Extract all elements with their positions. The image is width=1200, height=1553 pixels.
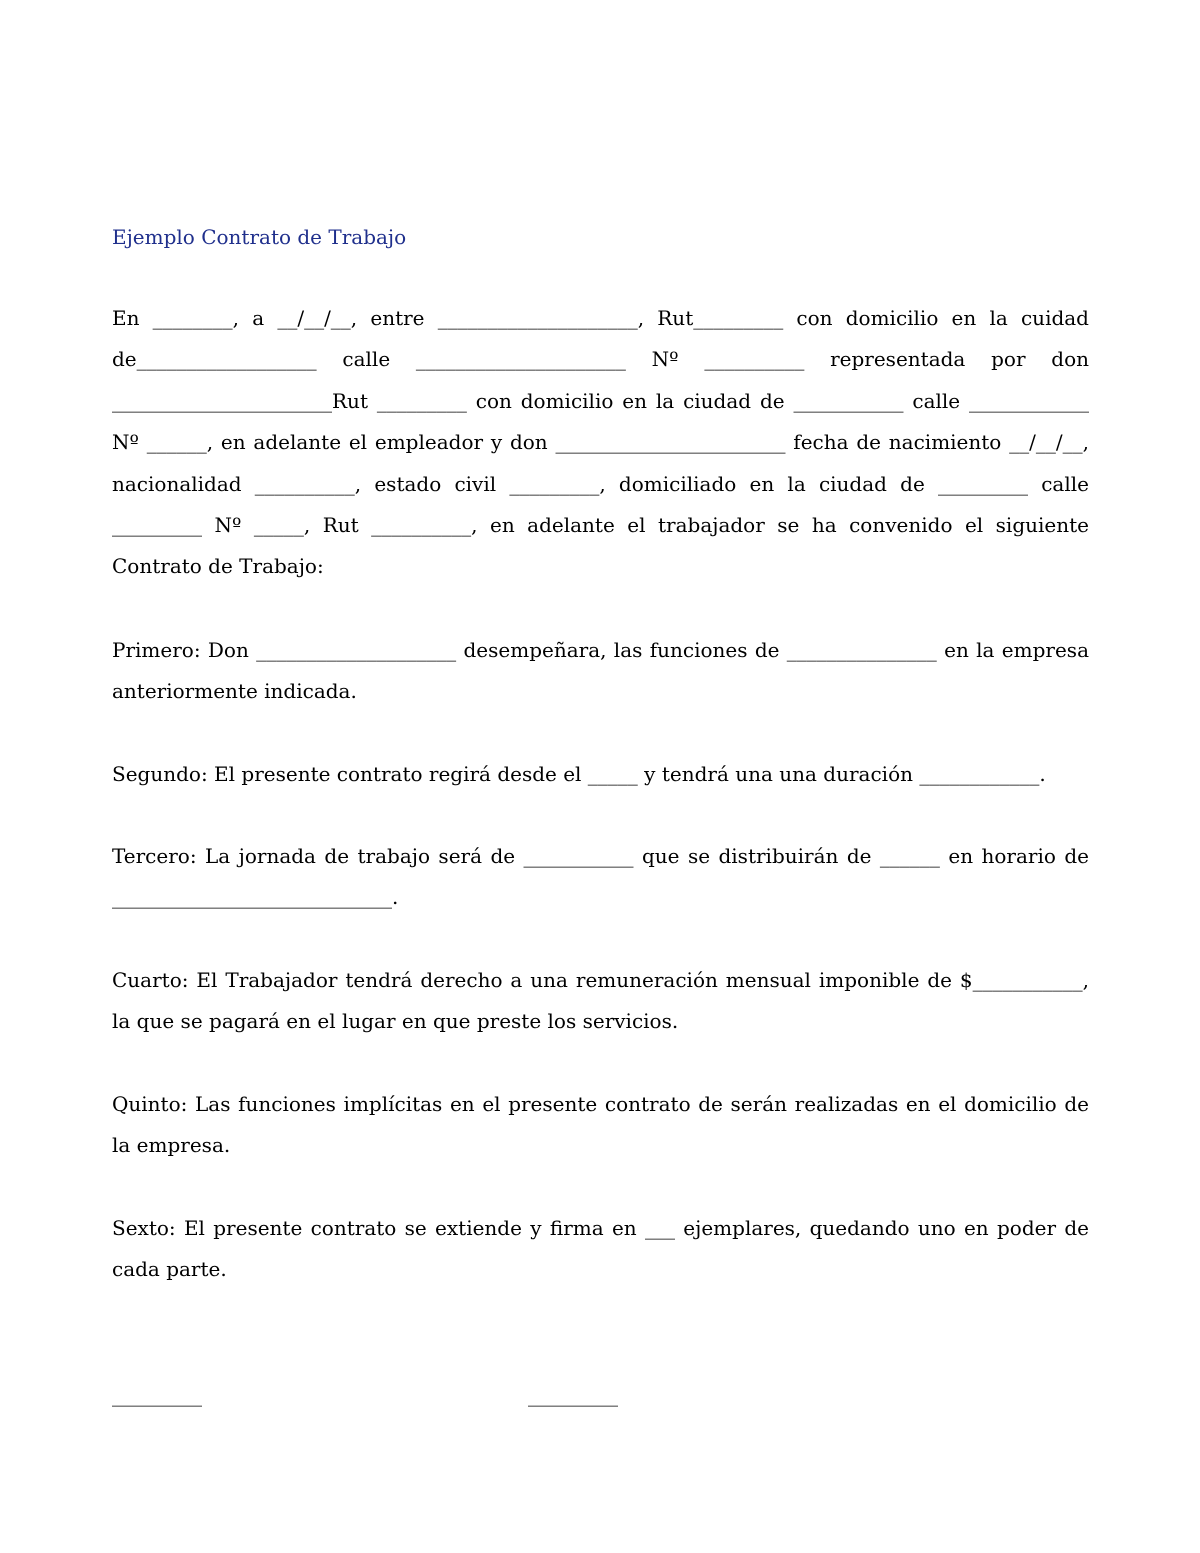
clause-cuarto: Cuarto: El Trabajador tendrá derecho a una remuneración mensual imponible de $___________, la que se pagará en el lugar en que preste los servicios.: [112, 968, 1089, 1034]
clause-sexto: Sexto: El presente contrato se extiende y firma en ___ ejemplares, quedando uno en poder de cada parte.: [112, 1216, 1089, 1282]
clause-segundo: Segundo: El presente contrato regirá desde el _____ y tendrá una una duración ____________.: [112, 762, 1046, 786]
document-title: Ejemplo Contrato de Trabajo: [112, 225, 407, 249]
signature-line-right: _________: [528, 1383, 618, 1407]
paragraph-intro: En ________, a __/__/__, entre ____________________, Rut_________ con domicilio en la cuidad de__________________ calle _____________________ Nº __________ representada por don ______________________Rut _________ con domicilio en la ciudad de ___________ calle ____________ Nº ______, en adelante el empleador y don _______________________ fecha de nacimiento __/__/__, nacionalidad __________, estado civil _________, domiciliado en la ciudad de _________ calle _________ Nº _____, Rut __________, en adelante el trabajador se ha convenido el siguiente Contrato de Trabajo:: [112, 306, 1089, 579]
clause-quinto: Quinto: Las funciones implícitas en el presente contrato de serán realizadas en el domicilio de la empresa.: [112, 1092, 1089, 1158]
clause-tercero: Tercero: La jornada de trabajo será de ___________ que se distribuirán de ______ en horario de ____________________________.: [112, 844, 1089, 910]
clause-primero: Primero: Don ____________________ desempeñara, las funciones de _______________ en la empresa anteriormente indicada.: [112, 638, 1089, 704]
document-page: [112, 0, 1089, 1553]
signature-line-left: _________: [112, 1383, 202, 1407]
